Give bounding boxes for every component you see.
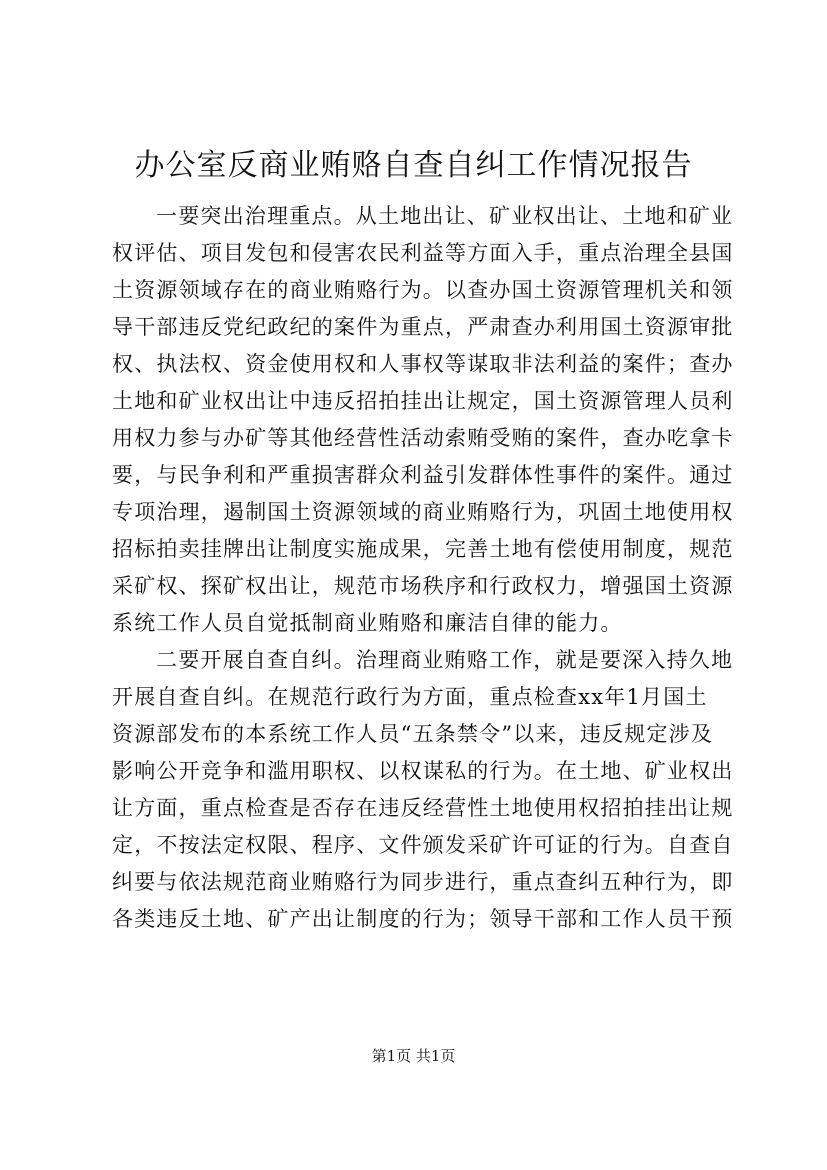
text-line: 用权力参与办矿等其他经营性活动索贿受贿的案件，查办吃拿卡 <box>112 426 734 450</box>
text-line: 采矿权、探矿权出让，规范市场秩序和行政权力，增强国土资源 <box>112 574 734 598</box>
text-line: 纠要与依法规范商业贿赂行为同步进行，重点查纠五种行为，即 <box>112 870 734 894</box>
paragraph-1 <box>112 198 732 642</box>
document-body <box>112 198 732 938</box>
text-line: 招标拍卖挂牌出让制度实施成果，完善土地有偿使用制度，规范 <box>112 537 734 561</box>
text-line: 要，与民争利和严重损害群众利益引发群体性事件的案件。通过 <box>112 463 734 487</box>
text-line: 系统工作人员自觉抵制商业贿赂和廉洁自律的能力。 <box>112 611 623 635</box>
paragraph-2 <box>112 642 732 938</box>
text-line: 土资源领域存在的商业贿赂行为。以查办国土资源管理机关和领 <box>112 278 734 302</box>
page-footer: 第1页 共1页 <box>371 1047 456 1065</box>
text-line: 开展自查自纠。在规范行政行为方面，重点检查xx年1月国土 <box>112 685 708 709</box>
text-line: 资源部发布的本系统工作人员“五条禁令”以来，违反规定涉及 <box>112 722 714 746</box>
text-line: 各类违反土地、矿产出让制度的行为；领导干部和工作人员干预 <box>112 907 734 931</box>
text-line: 权评估、项目发包和侵害农民利益等方面入手，重点治理全县国 <box>112 241 734 265</box>
text-line: 导干部违反党纪政纪的案件为重点，严肃查办利用国土资源审批 <box>112 315 734 339</box>
document-title: 办公室反商业贿赂自查自纠工作情况报告 <box>134 148 693 183</box>
text-line: 一要突出治理重点。从土地出让、矿业权出让、土地和矿业 <box>156 204 734 228</box>
text-line: 专项治理，遏制国土资源领域的商业贿赂行为，巩固土地使用权 <box>112 500 734 524</box>
text-line: 影响公开竞争和滥用职权、以权谋私的行为。在土地、矿业权出 <box>112 759 734 783</box>
text-line: 土地和矿业权出让中违反招拍挂出让规定，国土资源管理人员利 <box>112 389 734 413</box>
text-line: 定，不按法定权限、程序、文件颁发采矿许可证的行为。自查自 <box>112 833 734 857</box>
text-line: 权、执法权、资金使用权和人事权等谋取非法利益的案件；查办 <box>112 352 734 376</box>
text-line: 二要开展自查自纠。治理商业贿赂工作，就是要深入持久地 <box>156 648 734 672</box>
text-line: 让方面，重点检查是否存在违反经营性土地使用权招拍挂出让规 <box>112 796 734 820</box>
